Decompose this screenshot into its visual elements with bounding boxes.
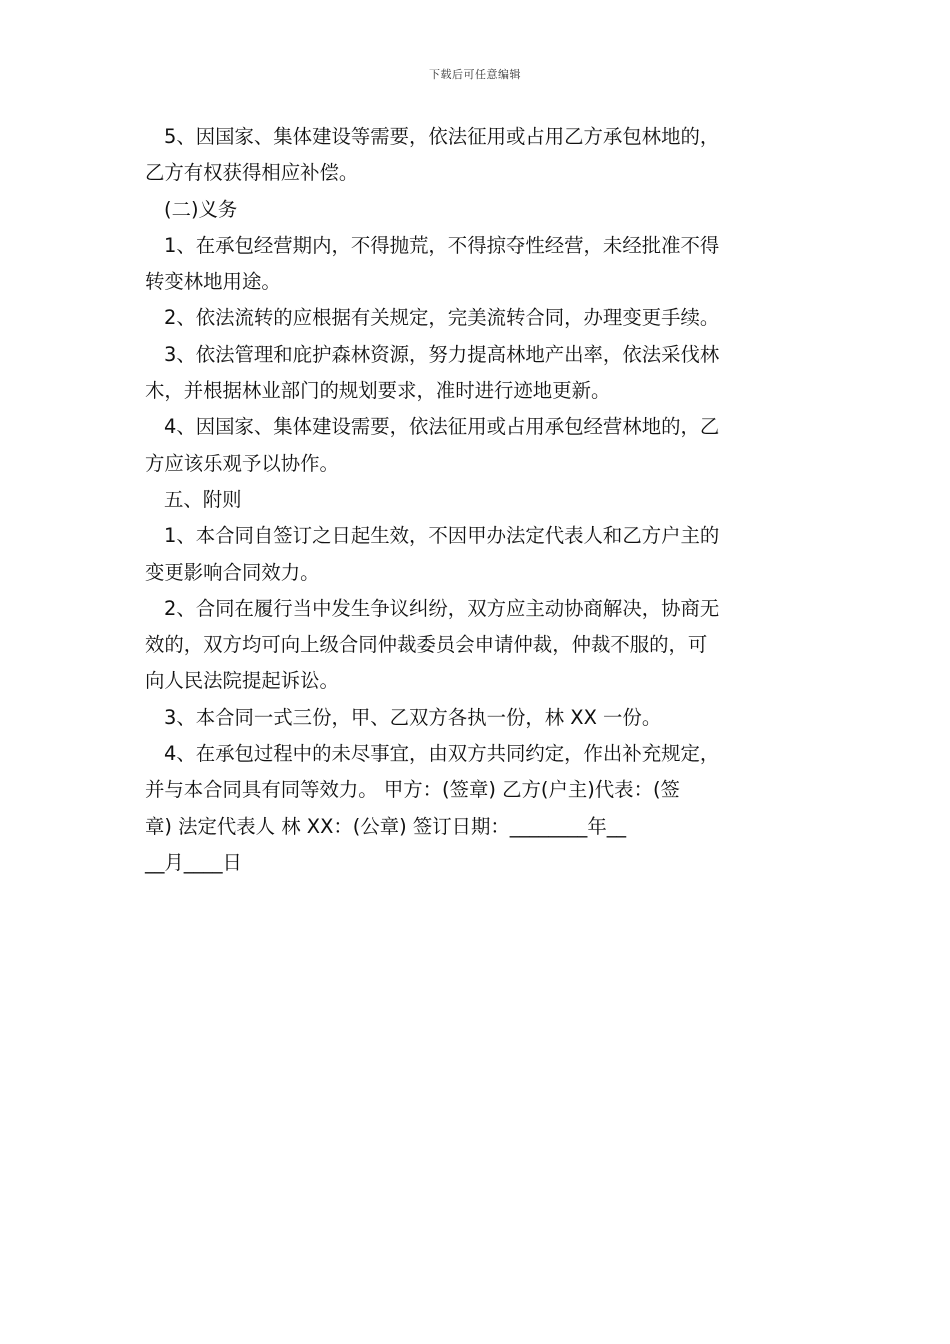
section-heading: 五、附则 [164,487,242,511]
text-line: 4、在承包过程中的未尽事宜，由双方共同约定，作出补充规定， [164,742,720,766]
text-line: 2、合同在履行当中发生争议纠纷，双方应主动协商解决，协商无 [164,596,720,620]
signature-line: 章) 法定代表人 林 XX：(公章) 签订日期：________年__ [145,814,627,838]
signature-line: 并与本合同具有同等效力。 甲方：(签章) 乙方(户主)代表：(签 [145,778,680,802]
text-line: 向人民法院提起诉讼。 [145,669,339,693]
text-line: 3、本合同一式三份，甲、乙双方各执一份，林 XX 一份。 [164,705,662,729]
text-line: 效的，双方均可向上级合同仲裁委员会申请仲裁，仲裁不服的，可 [145,633,708,657]
text-line: 3、依法管理和庇护森林资源，努力提高林地产出率，依法采伐林 [164,342,720,366]
text-line: 转变林地用途。 [145,270,281,294]
text-line: 2、依法流转的应根据有关规定，完美流转合同，办理变更手续。 [164,306,720,330]
text-line: 变更影响合同效力。 [145,560,320,584]
text-line: 1、本合同自签订之日起生效，不因甲办法定代表人和乙方户主的 [164,524,720,548]
header-note: 下载后可任意编辑 [429,68,521,81]
contract-body [145,119,811,881]
text-line: 5、因国家、集体建设等需要，依法征用或占用乙方承包林地的， [164,125,720,148]
date-line: __月____日 [145,850,242,874]
text-line: 1、在承包经营期内，不得抛荒，不得掠夺性经营，未经批准不得 [164,233,720,257]
text-line: 方应该乐观予以协作。 [145,451,339,475]
section-heading: (二)义务 [164,197,238,221]
text-line: 乙方有权获得相应补偿。 [145,161,359,185]
text-line: 4、因国家、集体建设需要，依法征用或占用承包经营林地的，乙 [164,415,720,439]
text-line: 木，并根据林业部门的规划要求，准时进行迹地更新。 [145,379,611,403]
